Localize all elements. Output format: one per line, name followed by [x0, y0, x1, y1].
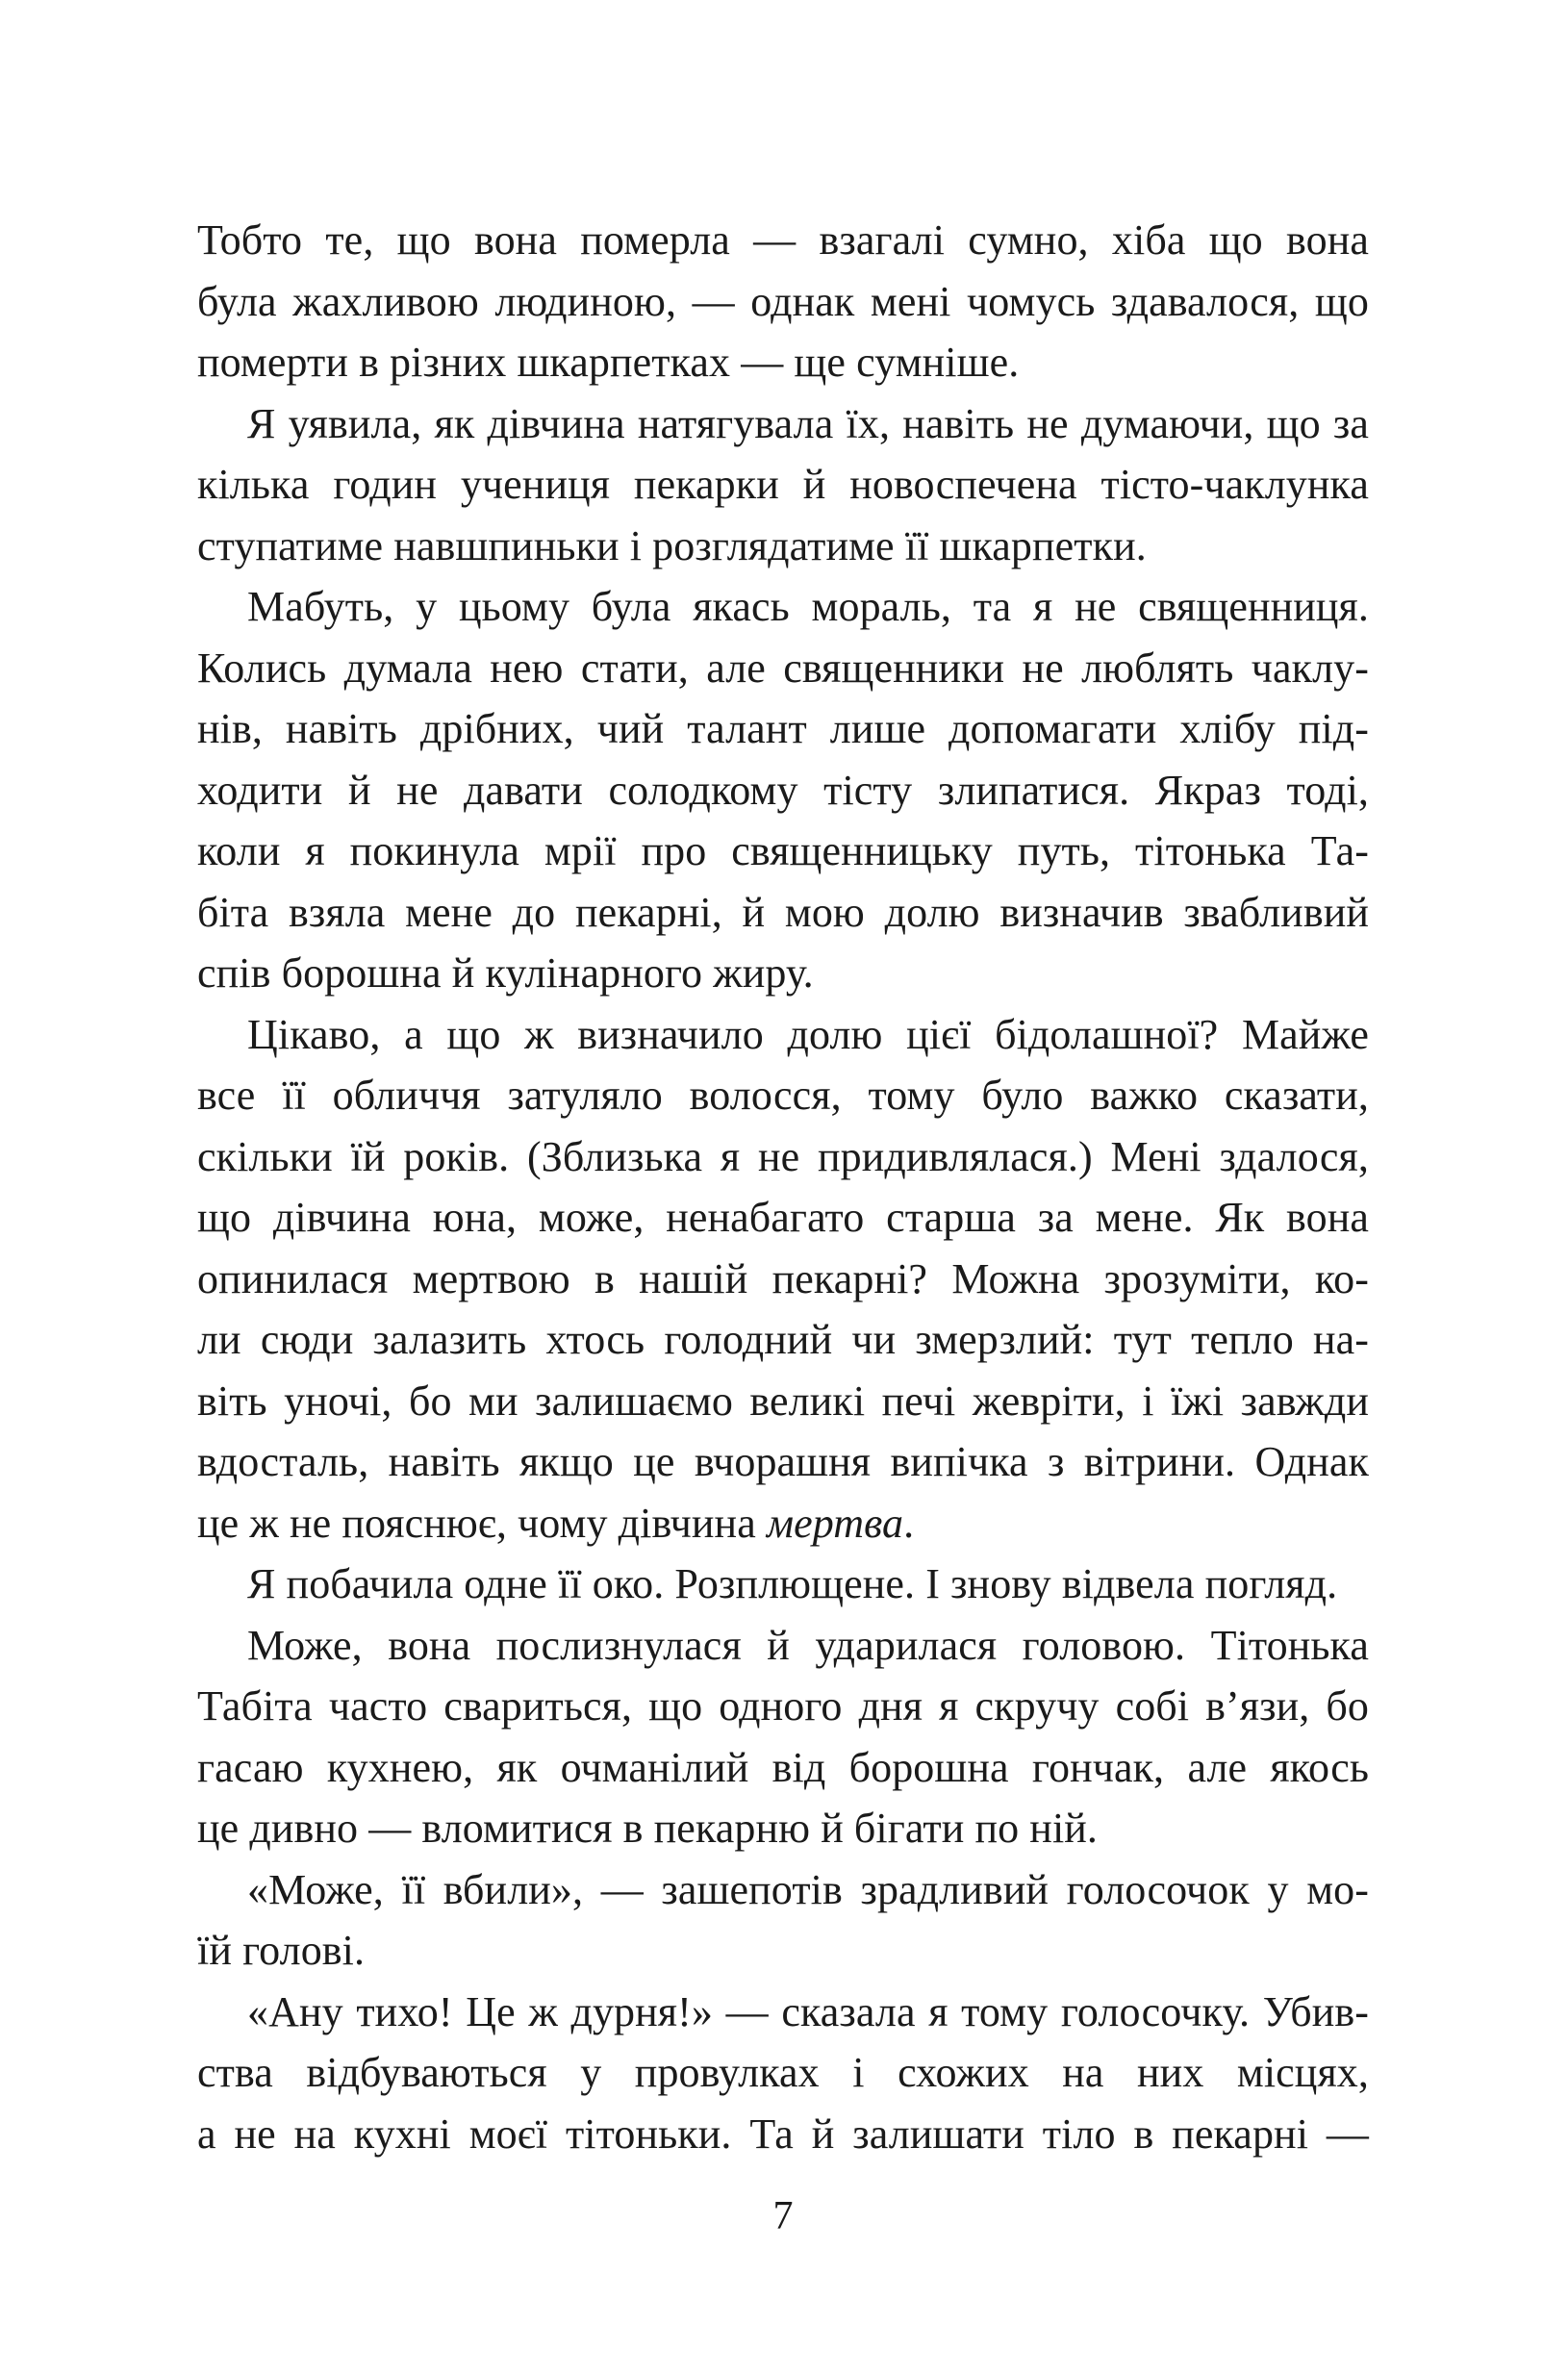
text-line: скільки їй років. (Зблизька я не придивлялася.) Мені здалося,: [197, 1132, 1369, 1180]
paragraph: [197, 210, 1369, 393]
text-line: Я уявила, як дівчина натягувала їх, навіть не думаючи, що за: [247, 399, 1369, 447]
text-line: їй голові.: [197, 1927, 366, 1974]
paragraph: [197, 576, 1369, 1004]
page-number: 7: [772, 2194, 794, 2238]
text-line: ступатиме навшпиньки і розглядатиме її шкарпетки.: [197, 521, 1147, 569]
text-line: Я побачила одне її око. Розплющене. І знову відвела погляд.: [247, 1560, 1338, 1607]
text-line: це дивно — вломитися в пекарню й бігати по ній.: [197, 1805, 1099, 1852]
paragraph: [197, 1615, 1369, 1859]
text-line: Може, вона послизнулася й ударилася головою. Тітонька: [247, 1621, 1369, 1669]
text-line: ства відбуваються у провулках і схожих на них місцях,: [197, 2049, 1369, 2096]
text-line: Колись думала нею стати, але священники не люблять чаклу-: [197, 644, 1369, 692]
paragraph: [197, 1004, 1369, 1554]
text-line: віть уночі, бо ми залишаємо великі печі жевріти, і їжі завжди: [197, 1377, 1369, 1425]
text-line: ли сюди залазить хтось голодний чи змерзлий: тут тепло на-: [197, 1316, 1369, 1363]
paragraph: [197, 1554, 1369, 1615]
text-line: спів борошна й кулінарного жиру.: [197, 949, 814, 997]
paragraph: [197, 1859, 1369, 1982]
text-line: була жахливою людиною, — однак мені чомусь здавалося, що: [197, 277, 1369, 325]
text-line: кілька годин учениця пекарки й новоспечена тісто-чаклунка: [197, 461, 1369, 508]
text-line: Табіта часто свариться, що одного дня я скручу собі в’язи, бо: [197, 1682, 1369, 1730]
text-line: Цікаво, а що ж визначило долю цієї бідолашної? Майже: [247, 1010, 1369, 1058]
text-line: «Ану тихо! Це ж дурня!» — сказала я тому голосочку. Убив-: [247, 1987, 1369, 2035]
text-line: коли я покинула мрії про священницьку путь, тітонька Та-: [197, 827, 1369, 874]
text-line: померти в різних шкарпетках — ще сумніше.: [197, 339, 1020, 386]
emphasized-word: мертва: [766, 1499, 904, 1547]
text-line: вдосталь, навіть якщо це вчорашня випічка з вітрини. Однак: [197, 1438, 1369, 1485]
paragraph: [197, 1982, 1369, 2165]
text-line: «Може, її вбили», — зашепотів зрадливий голосочок у мо-: [247, 1865, 1369, 1913]
text-line: біта взяла мене до пекарні, й мою долю визначив звабливий: [197, 888, 1369, 936]
text-line: нів, навіть дрібних, чий талант лише допомагати хлібу під-: [197, 705, 1369, 752]
text-line: що дівчина юна, може, ненабагато старша за мене. Як вона: [197, 1194, 1369, 1241]
page-text-block: [197, 210, 1369, 2164]
text-line: Мабуть, у цьому була якась мораль, та я не священниця.: [247, 583, 1369, 630]
text-line: це ж не пояснює, чому дівчина мертва.: [197, 1499, 915, 1547]
text-line: Тобто те, що вона померла — взагалі сумно, хіба що вона: [197, 216, 1369, 264]
text-line: гасаю кухнею, як очманілий від борошна гончак, але якось: [197, 1743, 1369, 1791]
text-line: а не на кухні моєї тітоньки. Та й залишати тіло в пекарні —: [197, 2110, 1369, 2158]
text-line: ходити й не давати солодкому тісту злипатися. Якраз тоді,: [197, 766, 1369, 814]
paragraph: [197, 393, 1369, 577]
text-line: опинилася мертвою в нашій пекарні? Можна зрозуміти, ко-: [197, 1254, 1369, 1302]
text-line: все її обличчя затуляло волосся, тому було важко сказати,: [197, 1072, 1369, 1119]
